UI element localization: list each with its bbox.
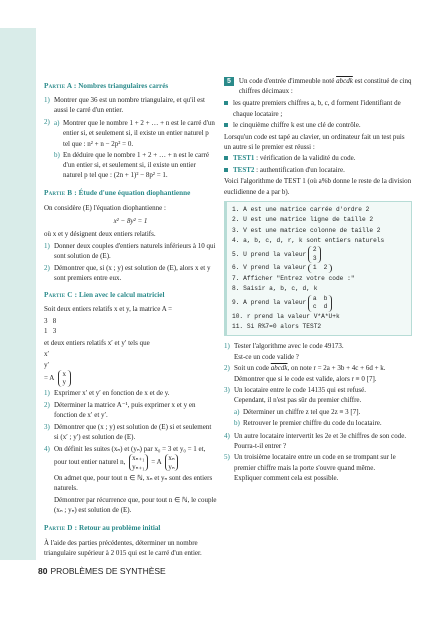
bullet-square-icon [224, 168, 228, 172]
page-footer [38, 566, 166, 576]
question-a2: 2) a) Montrer que le nombre 1 + 2 + … + n est le carré d'un entier si, et seulement si, il existe un entier naturel p tel que : n² + n − 2p² = 0. b) En déduire que le nombre 1 + 2 + … + n est le carré d'un entier si, et seulement si, il existe un entier naturel p tel que : (2n + 1)² − 8p² = 1. [44, 118, 215, 180]
algo-line: 8. Saisir a, b, c, d, k [232, 285, 318, 293]
margin-stripe [0, 28, 36, 560]
question-c1: 1) Exprimer x′ et y′ en fonction de x et de y. [44, 389, 170, 398]
part-c-title: Partie C : Lien avec le calcul matriciel [44, 290, 165, 299]
part-d-title: Partie D : Retour au problème initial [44, 524, 161, 533]
page-number: 80 [38, 566, 48, 576]
bullet-key: le cinquième chiffre k est une clé de contrôle. [224, 120, 412, 130]
question-b2: 2) Démontrer que, si (x ; y) est solution de (E), alors x et y sont premiers entre eux. [44, 263, 211, 282]
algo-line: 6. V prend la valeur 1 2 [232, 263, 407, 273]
algo-line: 1. A est une matrice carrée d'ordre 2 [232, 205, 370, 213]
diophantine-equation: x² − 8y² = 1 [113, 216, 148, 225]
part-b-title: Partie B : Étude d'une équation diophantienne [44, 189, 191, 198]
question-b1: 1) Donner deux couples d'entiers naturels inférieurs à 10 qui sont solution de (E). [44, 241, 216, 260]
bullet-square-icon [224, 101, 228, 105]
left-column: Partie A : Nombres triangulaires carrés 1) Montrer que 36 est un nombre triangulaire, et qu'il est aussi le carré d'un entier. 2) a) Montrer que le nombre 1 + 2 + … + n est le carré d'un entier si, et seulement si, il existe un entier naturel p tel que : n² + n − 2p² = 0. b) En déduire que le nombre 1 + 2 + … + n est le carré d'un entier si, et seulement si, il existe un entier naturel p tel que : (2n + 1)² − 8p² = 1. Partie B : Étude d'une équation diophantienne On considère (E) l'équation diophantienne : x² − 8y² = 1 où x et y désignent deux entiers relatifs. 1) Donner deux couples d'entiers naturels inférieurs à 10 qui sont solution de (E). 2) Démontrer que, si (x ; y) est solution de (E), alors x et y sont premiers entre eux. Partie C : Lien avec le calcul matriciel Soit deux entiers relatifs x et y, la matrice A = 3 8 1 3 et deux entiers relatifs x′ et y′ tels que x′ y′ = A x y 1) Exprimer x′ et y′ en fonction de x et de y. 2) Déterminer la matrice A⁻¹, puis exprimer x et y en fonction de x′ et y′. 3) Démontrer que (x ; y) est solution de (E) si et seulement si (x′ ; y′) est solution de (E). 4) On définit les suites (xₙ) et (yₙ) par x₀ = 3 et y₀ = 1 et, pour tout entier naturel n, xₙ₊₁ yₙ₊₁ = A xₙ yₙ On admet que, pour tout n ∈ ℕ, xₙ et yₙ sont des entiers naturels. Démontrer par récurrence que, pour tout n ∈ ℕ, le couple (xₙ ; yₙ) est solution de (E). Partie D : Retour au problème initial À l'aide des parties précédentes, déterminer un nombre triangulaire supérieur à 2 015 qui est le carré d'un entier. [44, 82, 217, 557]
vector-n1: xₙ₊₁ yₙ₊₁ [129, 454, 147, 471]
part-b-after: où x et y désignent deux entiers relatifs. [44, 229, 156, 238]
exercise-header: 5 Un code d'entrée d'immeuble noté abcdk est constitué de cinq chiffres décimaux : [224, 76, 412, 96]
algo-line: 2. U est une matrice ligne de taille 2 [232, 216, 374, 224]
bullet-test2: TEST2 : authentification d'un locataire. [224, 165, 412, 175]
bullet-identifier: les quatre premiers chiffres a, b, c, d forment l'identifiant de chaque locataire ; [224, 98, 412, 118]
question-5-3: 3) Un locataire entre le code 14135 qui est refusé. Cependant, il n'est pas sûr du premier chiffre. a) Déterminer un chiffre z tel que 2z ≡ 3 [7]. b) Retrouver le premier chiffre du code du locataire. [224, 386, 382, 427]
algo-line: 10. r prend la valeur V*A*U+k [232, 312, 340, 320]
algo-line: 4. a, b, c, d, r, k sont entiers naturels [232, 236, 385, 244]
question-c2: 2) Déterminer la matrice A⁻¹, puis exprimer x et y en fonction de x′ et y′. [44, 401, 196, 420]
algorithm-intro: Voici l'algorithme de TEST 1 (où a%b donne le reste de la division euclidienne de a par b). [224, 177, 412, 196]
test-intro: Lorsqu'un code est tapé au clavier, un ordinateur fait un test puis un autre si le premier est réussi : [224, 132, 405, 151]
matrix-v: 1 2 [308, 264, 332, 273]
algo-line: 9. A prend la valeur a b c d [232, 295, 407, 312]
bullet-square-icon [224, 156, 228, 160]
bullet-square-icon [224, 123, 228, 127]
algo-line: 5. U prend la valeur 2 3 [232, 246, 407, 263]
matrix-u: 2 3 [308, 246, 321, 263]
right-column [224, 76, 412, 485]
question-c3: 3) Démontrer que (x ; y) est solution de (E) si et seulement si (x′ ; y′) est solution de (E). [44, 422, 212, 442]
part-d-text: À l'aide des parties précédentes, déterminer un nombre triangulaire supérieur à 2 015 qui est le carré d'un entier. [44, 538, 202, 557]
part-b-intro: On considère (E) l'équation diophantienne : [44, 203, 166, 212]
exercise-number: 5 [224, 77, 234, 86]
question-c4: 4) On définit les suites (xₙ) et (yₙ) par x₀ = 3 et y₀ = 1 et, pour tout entier naturel n, xₙ₊₁ yₙ₊₁ = A xₙ yₙ On admet que, pour tout n ∈ ℕ, xₙ et yₙ sont des entiers naturels. Démontrer par récurrence que, pour tout n ∈ ℕ, le couple (xₙ ; yₙ) est solution de (E). [44, 444, 217, 514]
question-5-1: 1) Tester l'algorithme avec le code 49173. Est-ce un code valide ? [224, 342, 344, 361]
part-c-intro2: et deux entiers relatifs x′ et y′ tels que [44, 338, 150, 347]
algo-line: 3. V est une matrice colonne de taille 2 [232, 226, 381, 234]
question-5-5: 5) Un troisième locataire entre un code en se trompant sur le premier chiffre mais la porte s'ouvre quand même. Expliquer comment cela est possible. [224, 453, 396, 482]
algorithm-box [224, 201, 412, 337]
bullet-test1: TEST1 : vérification de la validité du code. [224, 153, 412, 163]
question-5-4: 4) Un autre locataire intervertit les 2e et 3e chiffres de son code. Pourra-t-il entrer ? [224, 431, 407, 450]
question-a1: 1) Montrer que 36 est un nombre triangulaire, et qu'il est aussi le carré d'un entier. [44, 96, 205, 115]
question-5-2: 2) Soit un code abcdk, on note r = 2a + 3b + 4c + 6d + k. Démontrer que si le code est valide, alors r ≡ 0 [7]. [224, 364, 386, 383]
algo-line: 7. Afficher "Entrez votre code :" [232, 274, 355, 282]
section-name: PROBLÈMES DE SYNTHÈSE [50, 566, 166, 576]
algo-line: 11. Si R%7=0 alors TEST2 [232, 322, 322, 330]
part-c-intro1: Soit deux entiers relatifs x et y, la matrice A = [44, 305, 173, 314]
vector-n: xₙ yₙ [165, 454, 178, 471]
vector-x: x y [58, 370, 71, 387]
part-a-title: Partie A : Nombres triangulaires carrés [44, 82, 169, 90]
matrix-abcd: a b c d [308, 295, 332, 312]
